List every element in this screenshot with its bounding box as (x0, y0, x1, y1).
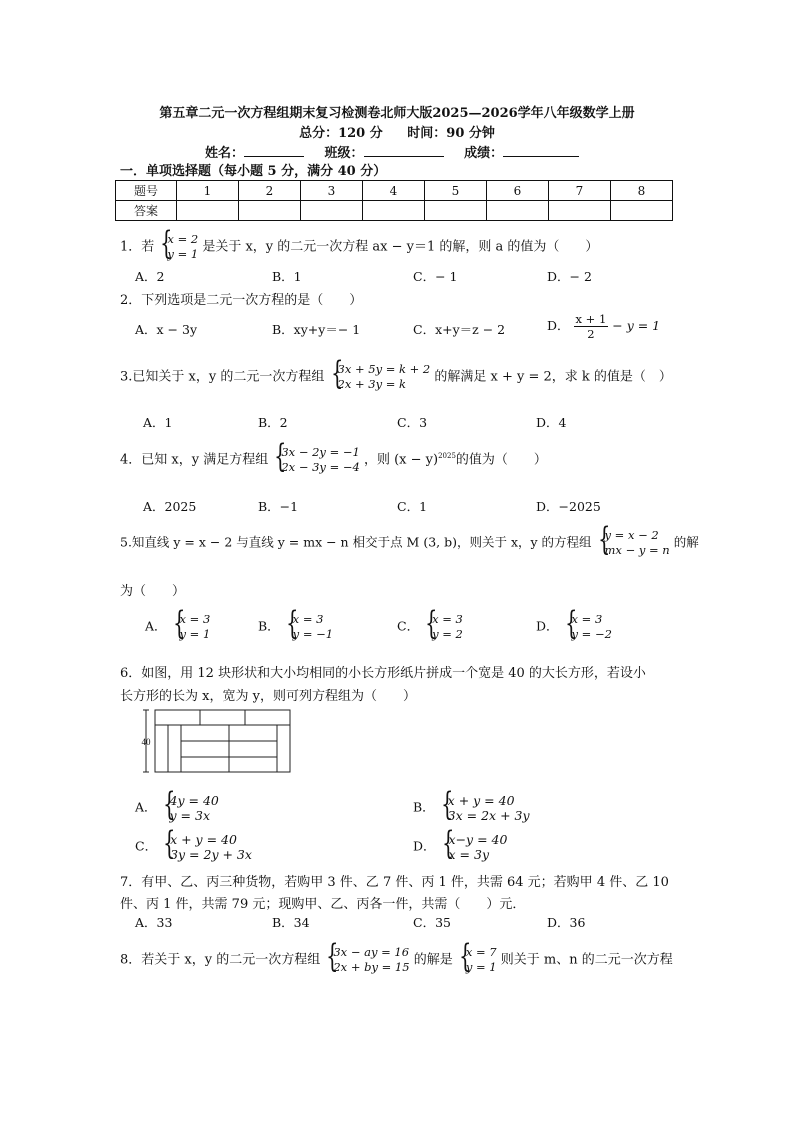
table-cell: 4 (363, 181, 425, 201)
answer-cell[interactable] (549, 201, 611, 221)
class-label: 班级： (324, 146, 364, 161)
question-7-line1: 7．有甲、乙、丙三种货物，若购甲 3 件、乙 7 件、丙 1 件，共需 64 元；若购甲 4 件、乙 10 (120, 875, 669, 890)
q5-option-a[interactable]: A． { x = 3 y = 1 (145, 612, 210, 642)
name-label: 姓名： (205, 146, 245, 161)
q7-option-b[interactable]: B．34 (272, 915, 310, 930)
answer-cell[interactable] (487, 201, 549, 221)
table-cell: 5 (425, 181, 487, 201)
q3-option-c[interactable]: C．3 (397, 415, 428, 430)
student-info (205, 142, 595, 161)
q3-option-a[interactable]: A．1 (143, 415, 173, 430)
question-5-line2: 为（ ） (120, 584, 186, 599)
q6-option-c[interactable]: C． { x + y = 40 3y = 2y + 3x (135, 832, 252, 862)
score-label: 成绩： (464, 146, 504, 161)
q1-eq2: y = 1 (167, 247, 199, 261)
q1-option-c[interactable]: C．− 1 (413, 269, 458, 284)
table-header-answer: 答案 (116, 201, 177, 221)
table-header-number: 题号 (116, 181, 177, 201)
question-6-line1: 6．如图，用 12 块形状和大小均相同的小长方形纸片拼成一个宽是 40 的大长方形，若设小 (120, 666, 646, 681)
q7-option-a[interactable]: A．33 (135, 915, 173, 930)
q4-system: { 3x − 2y = −1 2x − 3y = −4 (272, 445, 359, 475)
q4-option-c[interactable]: C．1 (397, 499, 428, 514)
q1-suffix: 是关于 x，y 的二元一次方程 ax − y＝1 的解，则 a 的值为（ ） (202, 239, 599, 255)
answer-cell[interactable] (301, 201, 363, 221)
answer-cell[interactable] (177, 201, 239, 221)
q5-system: { y = x − 2 mx − y = n (596, 528, 670, 558)
section-heading: 一．单项选择题（每小题 5 分，满分 40 分） (120, 164, 387, 179)
table-cell: 7 (549, 181, 611, 201)
question-5: 5.知直线 y = x − 2 与直线 y = mx − n 相交于点 M (3, b)，则关于 x，y 的方程组 { y = x − 2 mx − y = n 的解 (120, 528, 699, 558)
question-2: 2．下列选项是二元一次方程的是（ ） (120, 293, 363, 308)
page-title: 第五章二元一次方程组期末复习检测卷北师大版2025—2026学年八年级数学上册 (159, 106, 635, 121)
table-cell: 6 (487, 181, 549, 201)
question-3: 3.已知关于 x，y 的二元一次方程组 { 3x + 5y = k + 2 2x + 3y = k 的解满足 x + y = 2，求 k 的值是（ ） (120, 362, 672, 392)
table-row (116, 201, 673, 221)
answer-table (115, 180, 673, 221)
q7-option-d[interactable]: D．36 (547, 915, 586, 930)
exam-meta (0, 122, 794, 141)
q4-option-d[interactable]: D．−2025 (536, 499, 601, 514)
q5-option-d[interactable]: D． { x = 3 y = −2 (536, 612, 612, 642)
q1-option-a[interactable]: A．2 (135, 269, 165, 284)
q7-option-c[interactable]: C．35 (413, 915, 451, 930)
q4-option-b[interactable]: B．−1 (258, 499, 299, 514)
question-1 (120, 232, 598, 262)
answer-cell[interactable] (611, 201, 673, 221)
exam-time: 时间：90 分钟 (407, 126, 495, 141)
q1-option-b[interactable]: B．1 (272, 269, 302, 284)
q1-eq1: { x = 2 (167, 232, 199, 246)
total-score: 总分：120 分 (299, 126, 383, 141)
question-4: 4．已知 x，y 满足方程组 { 3x − 2y = −1 2x − 3y = −4 ，则 $(x - y)^{2025}$的值为（ ） (120, 445, 547, 475)
q2-fraction: $\frac{x + 1}{2}$ (575, 312, 607, 341)
answer-cell[interactable] (363, 201, 425, 221)
answer-cell[interactable] (239, 201, 301, 221)
name-blank[interactable] (244, 144, 304, 157)
q6-option-b[interactable]: B． { x + y = 40 3x = 2x + 3y (413, 793, 530, 823)
figure-width-label: 40 (141, 737, 151, 747)
q2-option-d[interactable]: D． $\frac{x + 1}{2}$ − y = 1 (547, 312, 661, 341)
q3-option-d[interactable]: D．4 (536, 415, 567, 430)
q6-option-d[interactable]: D． { x−y = 40 x = 3y (413, 832, 507, 862)
q2-option-a[interactable]: A．x − 3y (135, 322, 198, 337)
class-blank[interactable] (364, 144, 444, 157)
q2-option-c[interactable]: C．x+y＝z − 2 (413, 322, 506, 337)
question-8: 8．若关于 x，y 的二元一次方程组 { 3x − ay = 16 2x + by = 15 的解是 { x = 7 y = 1 则关于 m、n 的二元一次方程 (120, 945, 673, 975)
q1-option-d[interactable]: D．− 2 (547, 269, 592, 284)
q3-option-b[interactable]: B．2 (258, 415, 288, 430)
table-cell: 1 (177, 181, 239, 201)
q2-option-b[interactable]: B．xy+y＝− 1 (272, 322, 361, 337)
q4-option-a[interactable]: A．2025 (143, 499, 197, 514)
q3-system: { 3x + 5y = k + 2 2x + 3y = k (329, 362, 431, 392)
q5-option-b[interactable]: B． { x = 3 y = −1 (258, 612, 333, 642)
answer-cell[interactable] (425, 201, 487, 221)
question-6-line2: 长方形的长为 x，宽为 y，则可列方程组为（ ） (120, 689, 416, 704)
q6-option-a[interactable]: A． { 4y = 40 y = 3x (135, 793, 219, 823)
table-cell: 8 (611, 181, 673, 201)
q8-solution: { x = 7 y = 1 (457, 945, 497, 975)
q8-system: { 3x − ay = 16 2x + by = 15 (324, 945, 409, 975)
q1-system (158, 232, 198, 262)
table-row (116, 181, 673, 201)
rectangle-figure (135, 705, 295, 777)
q5-option-c[interactable]: C． { x = 3 y = 2 (397, 612, 463, 642)
table-cell: 2 (239, 181, 301, 201)
question-7-line2: 件、丙 1 件，共需 79 元；现购甲、乙、丙各一件，共需（ ）元． (120, 897, 526, 912)
table-cell: 3 (301, 181, 363, 201)
q1-prefix: 1．若 (120, 239, 155, 255)
score-blank[interactable] (503, 144, 579, 157)
